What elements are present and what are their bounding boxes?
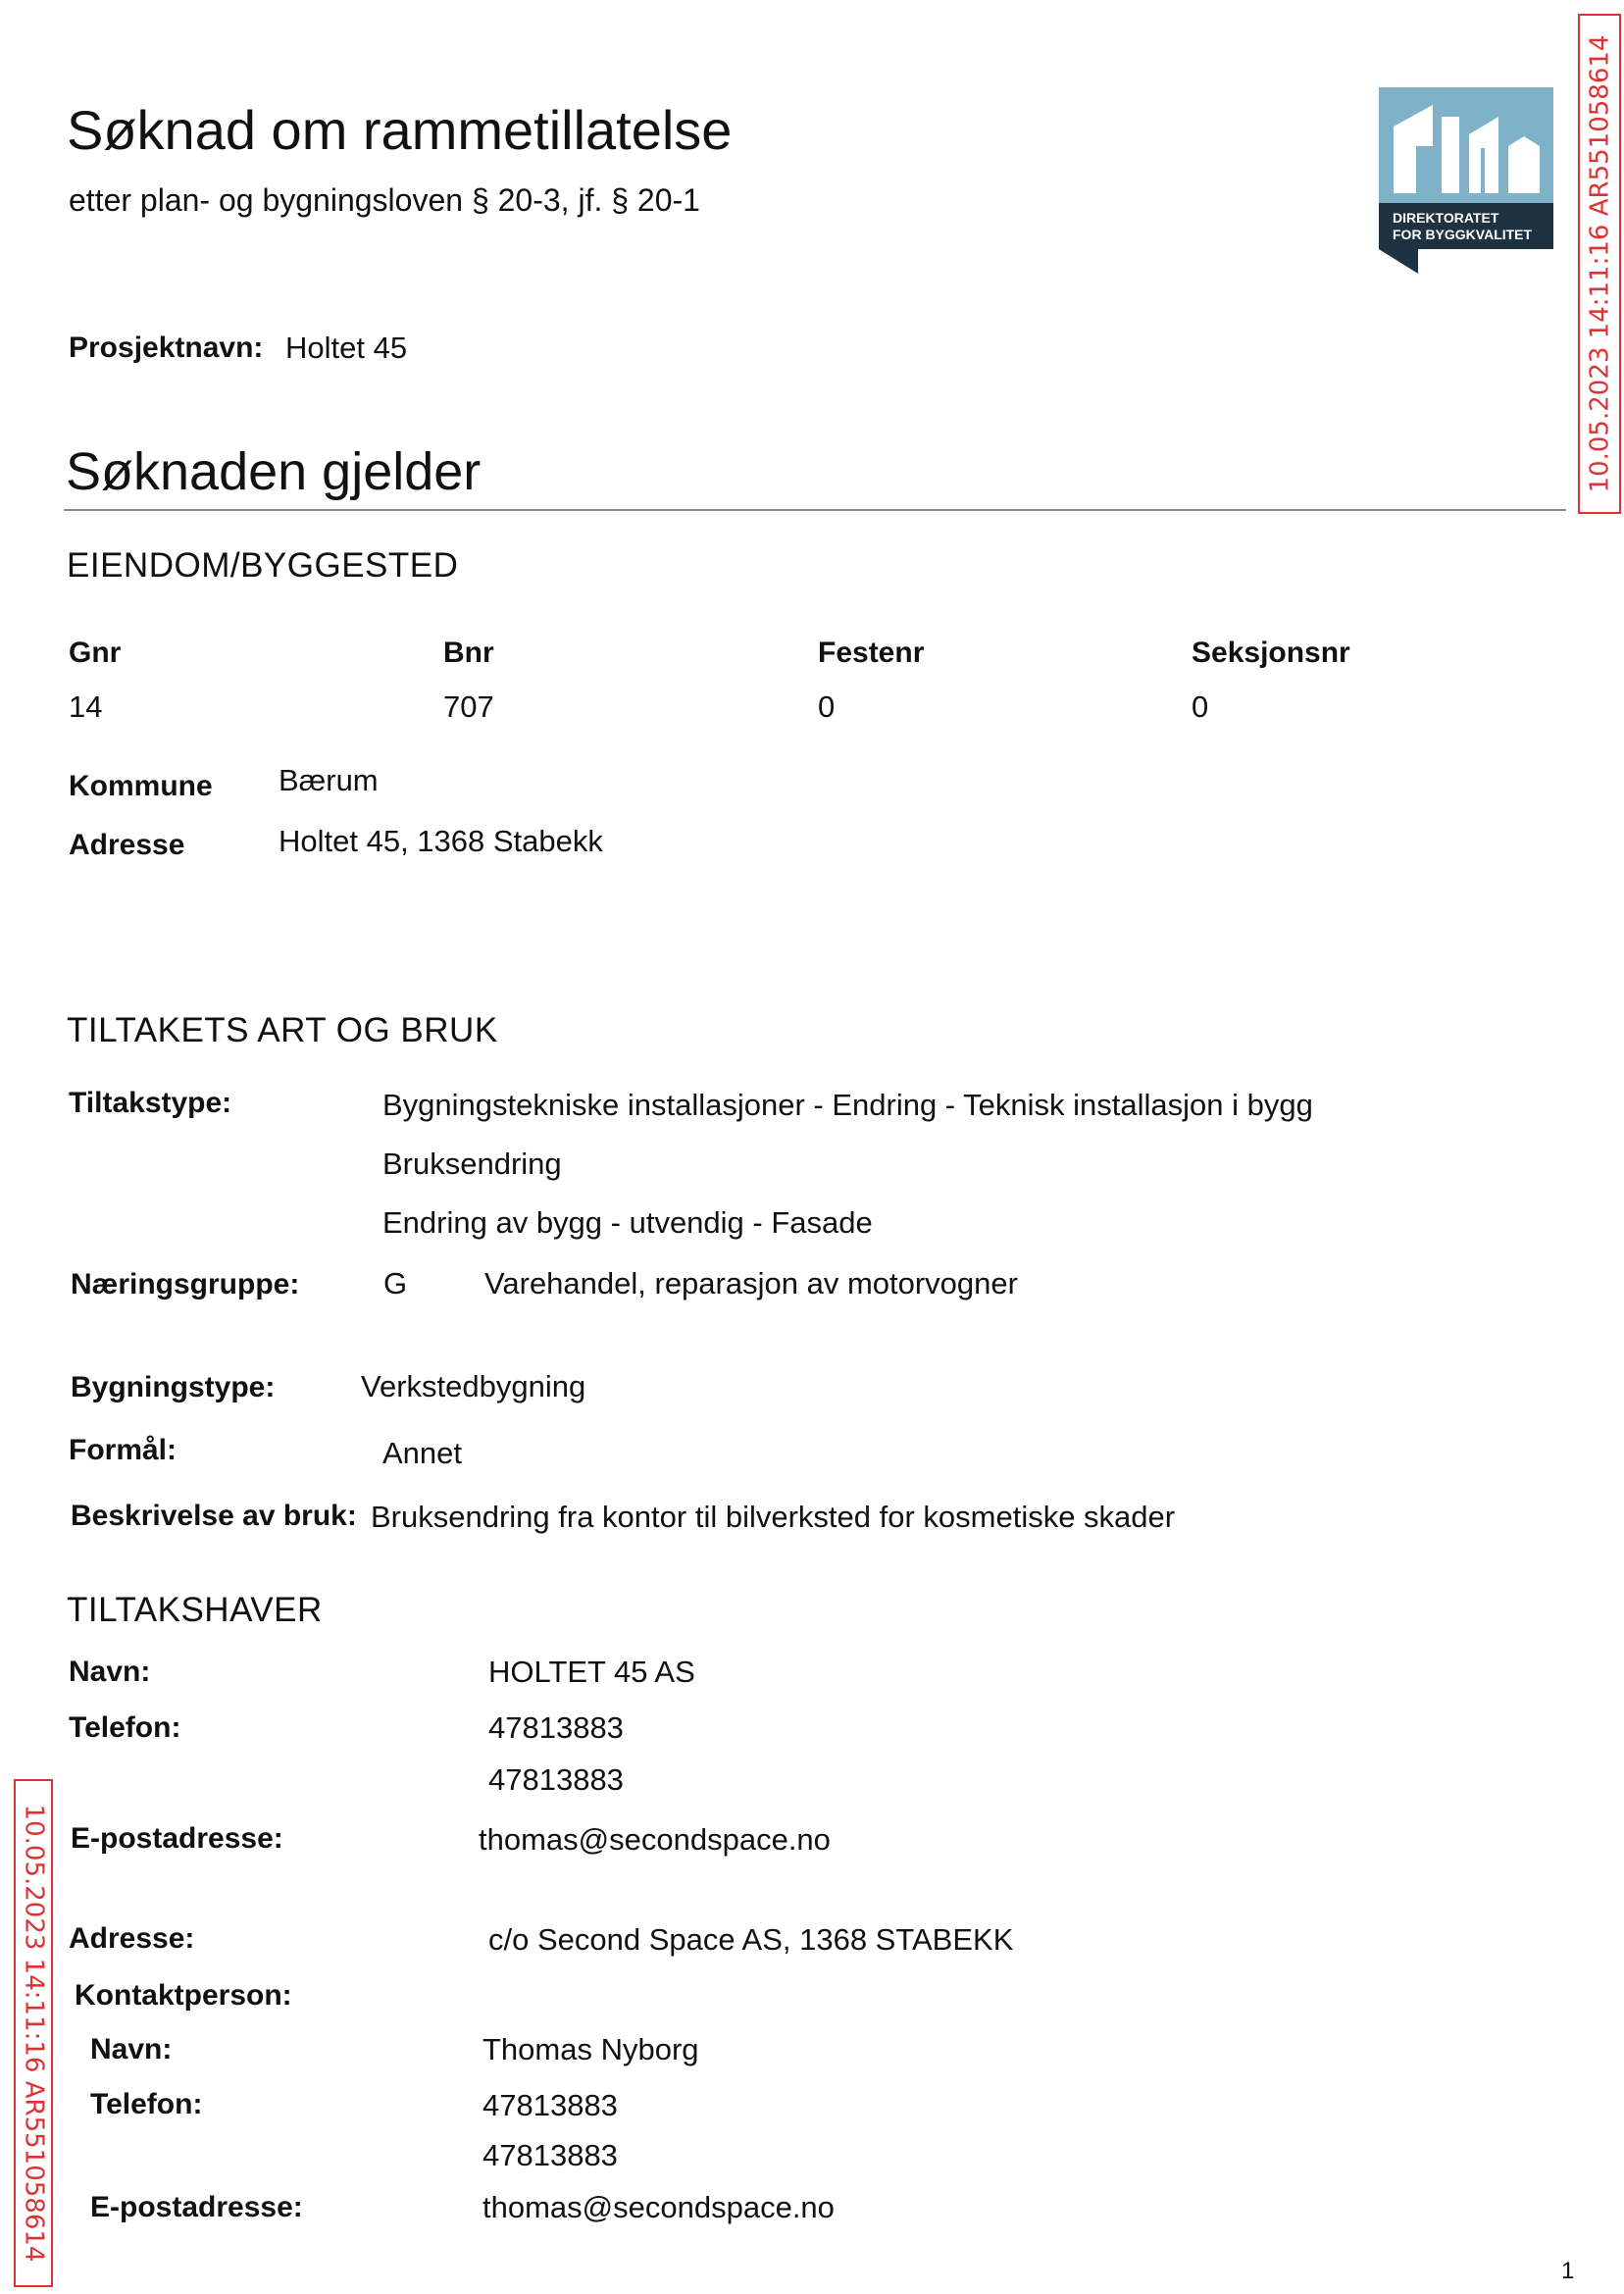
tiltakshaver-telefon-label: Telefon: — [69, 1711, 181, 1744]
tiltakshaver-adresse-label: Adresse: — [69, 1922, 195, 1955]
project-name-label: Prosjektnavn: — [69, 331, 264, 364]
tiltakshaver-navn-value: HOLTET 45 AS — [488, 1655, 695, 1689]
timestamp-stamp-right — [1578, 14, 1621, 514]
kontakt-telefon-value-1: 47813883 — [482, 2088, 618, 2122]
tiltakshaver-navn-label: Navn: — [69, 1656, 151, 1688]
bnr-value: 707 — [443, 689, 494, 724]
logo-text-line1: DIREKTORATET — [1393, 210, 1499, 226]
tiltakstype-value-1: Bygningstekniske installasjoner - Endring - Teknisk installasjon i bygg — [382, 1088, 1313, 1122]
bygningstype-label: Bygningstype: — [71, 1371, 276, 1403]
tiltak-heading: TILTAKETS ART OG BRUK — [67, 1011, 498, 1049]
stamp-text: 10.05.2023 14:11:16 AR551058614 — [1585, 34, 1614, 493]
gnr-value: 14 — [69, 689, 103, 724]
section-divider — [64, 509, 1566, 511]
tiltakshaver-adresse-value: c/o Second Space AS, 1368 STABEKK — [488, 1922, 1014, 1957]
logo-text-line2: FOR BYGGKVALITET — [1393, 227, 1533, 242]
adresse-value: Holtet 45, 1368 Stabekk — [279, 824, 603, 858]
property-heading: EIENDOM/BYGGESTED — [67, 546, 459, 585]
bnr-label: Bnr — [443, 637, 494, 669]
kontaktperson-label: Kontaktperson: — [75, 1979, 292, 2012]
tiltakstype-label: Tiltakstype: — [69, 1087, 232, 1119]
naeringsgruppe-code: G — [383, 1266, 408, 1300]
kommune-label: Kommune — [69, 770, 213, 802]
beskrivelse-value: Bruksendring fra kontor til bilverksted for kosmetiske skader — [371, 1500, 1176, 1534]
stamp-text: 10.05.2023 14:11:16 AR551058614 — [19, 1804, 48, 2263]
tiltakstype-value-2: Bruksendring — [382, 1147, 562, 1181]
tiltakstype-value-3: Endring av bygg - utvendig - Fasade — [382, 1205, 873, 1240]
naeringsgruppe-label: Næringsgruppe: — [71, 1268, 300, 1300]
kontakt-telefon-value-2: 47813883 — [482, 2138, 618, 2172]
tiltakshaver-telefon-value-1: 47813883 — [488, 1710, 624, 1745]
festenr-label: Festenr — [818, 637, 925, 669]
tiltakshaver-epost-value: thomas@secondspace.no — [479, 1822, 831, 1857]
kontakt-telefon-label: Telefon: — [90, 2088, 203, 2120]
tiltakshaver-heading: TILTAKSHAVER — [67, 1591, 323, 1629]
naeringsgruppe-text: Varehandel, reparasjon av motorvogner — [484, 1266, 1018, 1300]
tiltakshaver-epost-label: E-postadresse: — [71, 1822, 283, 1855]
page-number: 1 — [1561, 2258, 1575, 2284]
tiltakshaver-telefon-value-2: 47813883 — [488, 1762, 624, 1797]
document-title: Søknad om rammetillatelse — [67, 99, 733, 161]
kommune-value: Bærum — [279, 763, 379, 797]
bygningstype-value: Verkstedbygning — [361, 1369, 586, 1403]
kontakt-navn-value: Thomas Nyborg — [482, 2032, 699, 2066]
seksjonsnr-label: Seksjonsnr — [1192, 637, 1350, 669]
kontakt-epost-value: thomas@secondspace.no — [482, 2190, 835, 2224]
dibk-logo — [1379, 87, 1553, 274]
formaal-value: Annet — [382, 1436, 463, 1470]
beskrivelse-label: Beskrivelse av bruk: — [71, 1500, 357, 1532]
section-title: Søknaden gjelder — [66, 442, 482, 501]
kontakt-navn-label: Navn: — [90, 2033, 173, 2065]
gnr-label: Gnr — [69, 637, 122, 669]
kontakt-epost-label: E-postadresse: — [90, 2191, 303, 2223]
adresse-label: Adresse — [69, 829, 185, 861]
festenr-value: 0 — [818, 689, 836, 724]
formaal-label: Formål: — [69, 1434, 178, 1466]
dibk-logo-graphic — [1379, 87, 1553, 274]
seksjonsnr-value: 0 — [1192, 689, 1209, 724]
timestamp-stamp-left — [14, 1779, 53, 2287]
project-name-value: Holtet 45 — [285, 331, 408, 365]
document-subtitle: etter plan- og bygningsloven § 20-3, jf. § 20-1 — [69, 182, 700, 218]
